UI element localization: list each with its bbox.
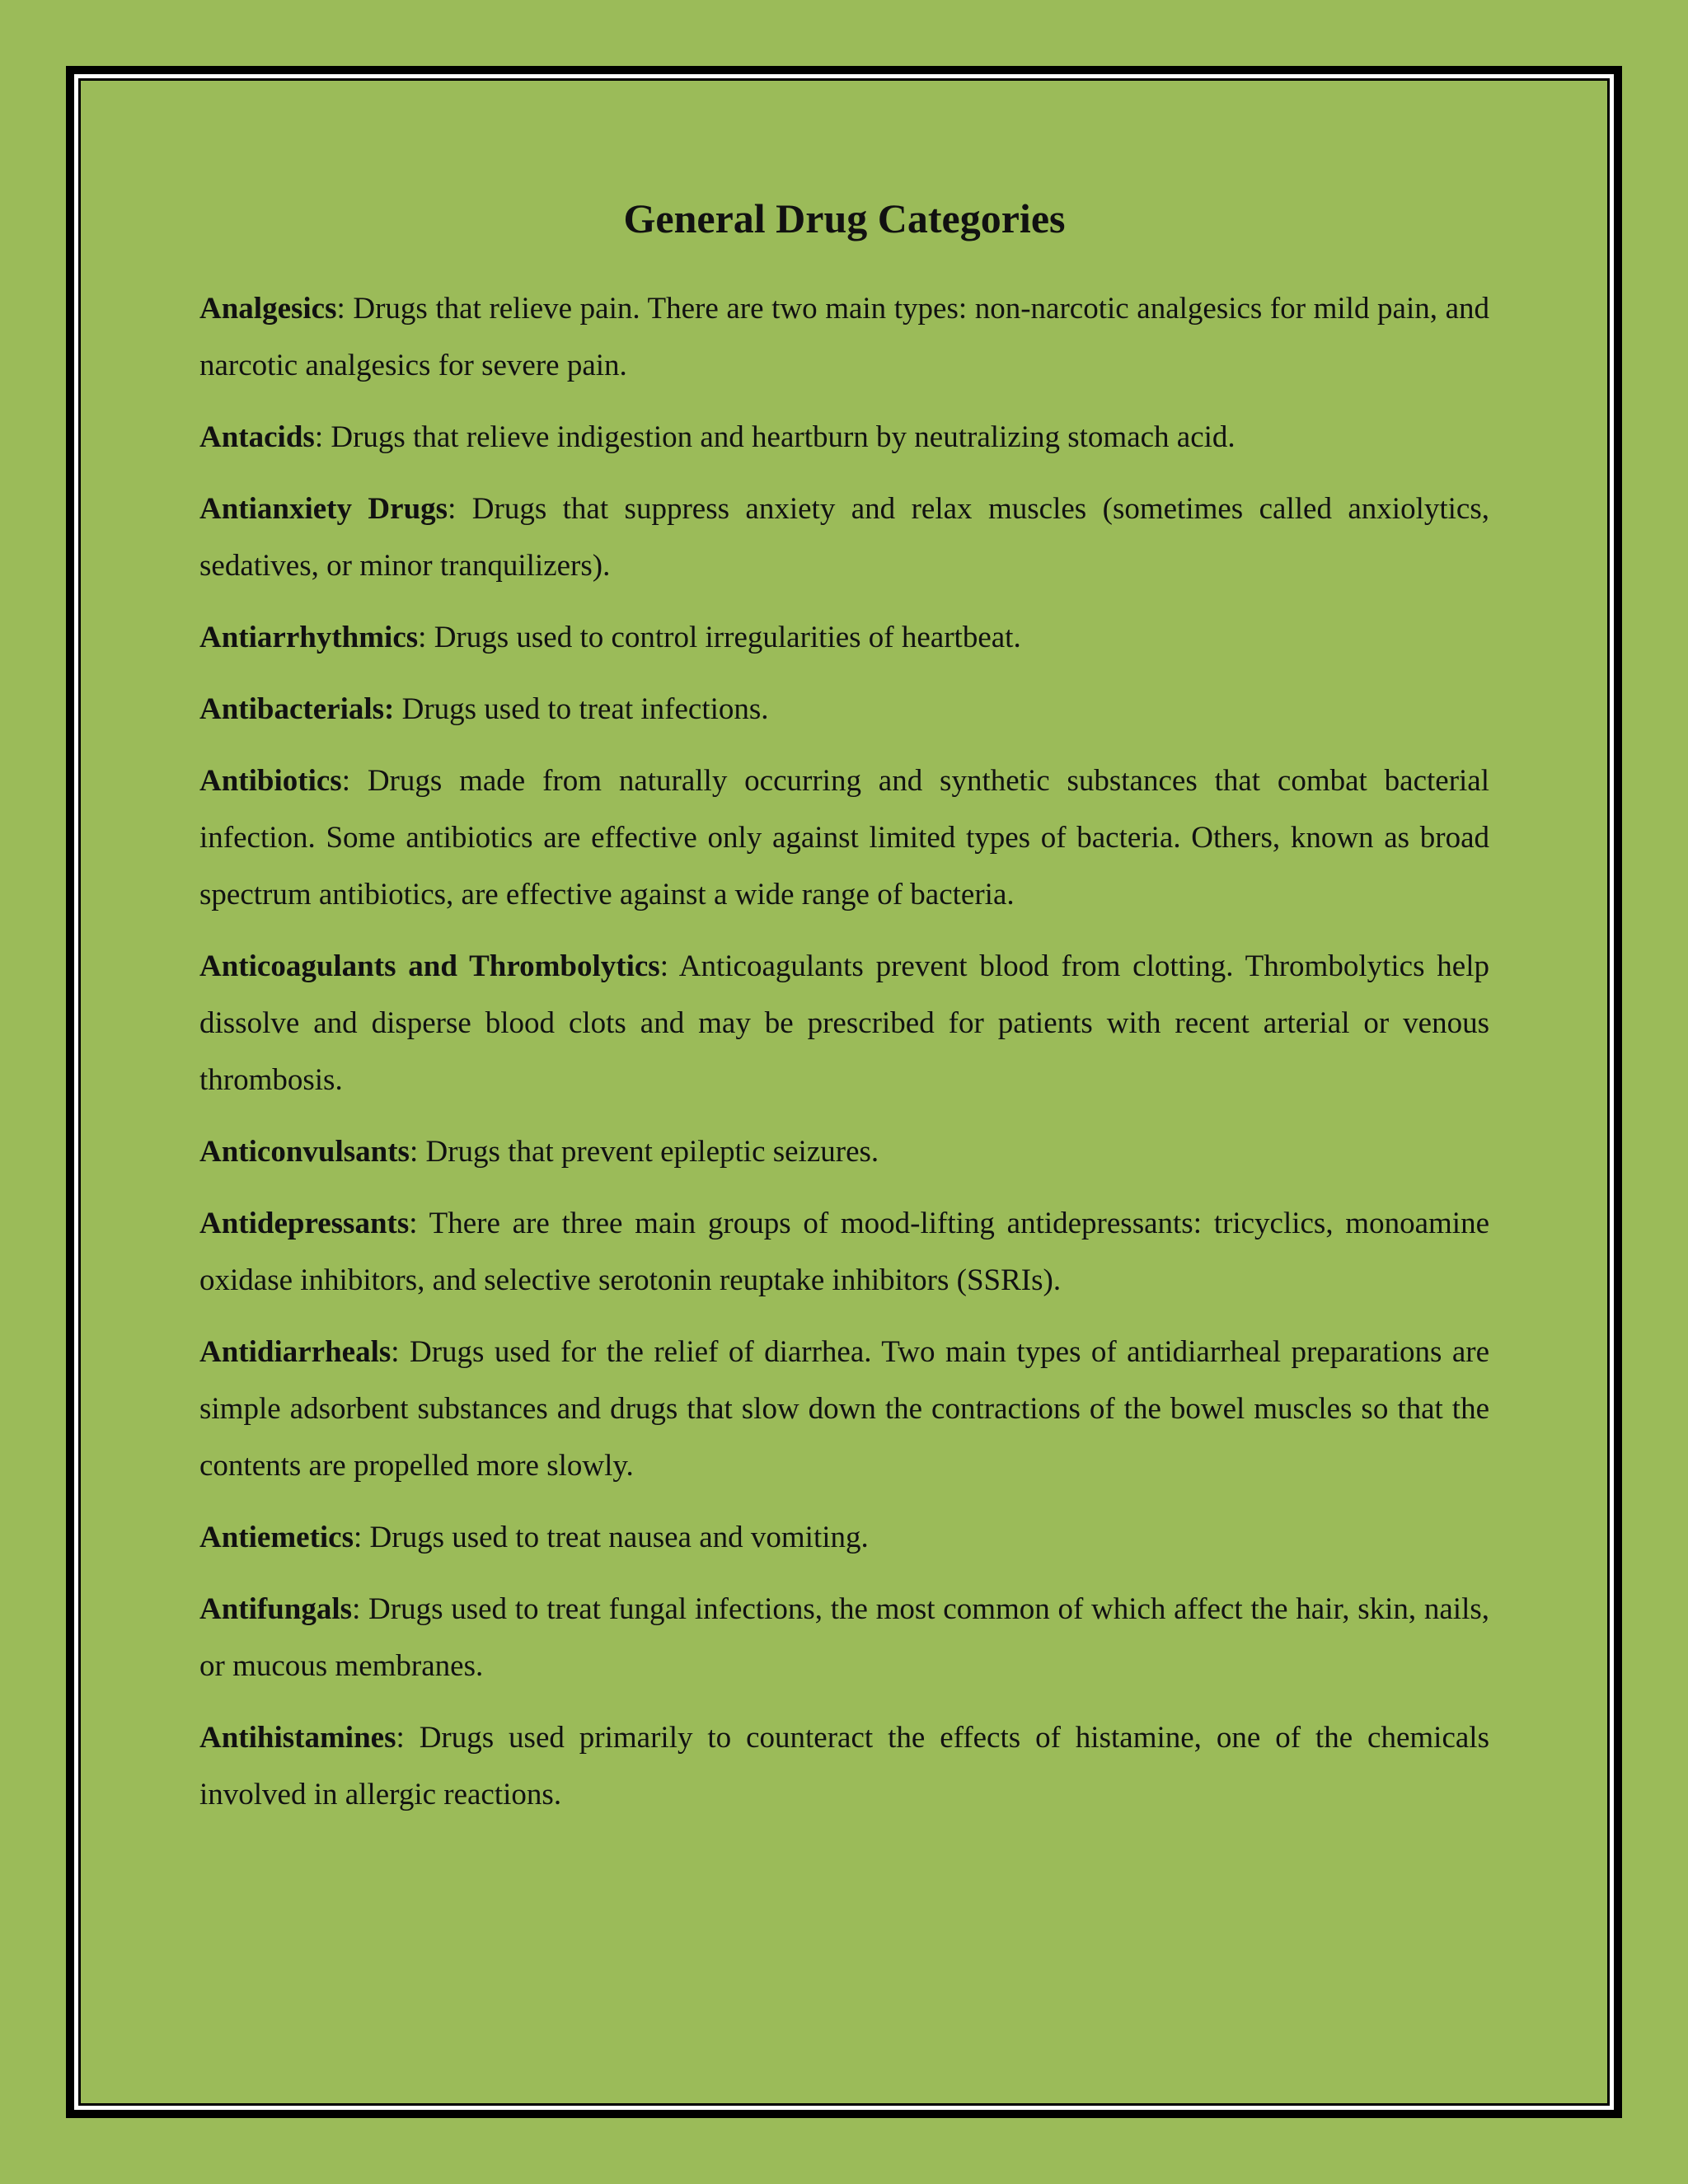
entry-term: Antiarrhythmics [199,621,419,654]
entry-definition: Drugs used to treat fungal infections, the most common of which affect the hair, skin, nails, or mucous membranes. [199,1592,1489,1683]
entry-separator: : [448,492,472,526]
entry-antibiotics [199,752,1489,923]
entry-definition: Drugs that relieve pain. There are two main types: non-narcotic analgesics for mild pain, and narcotic analgesics for severe pain. [199,292,1489,382]
entry-antihistamines [199,1709,1489,1823]
entry-separator: : [659,949,679,983]
entry-separator: : [354,1521,370,1554]
entry-term: Antianxiety Drugs [199,492,448,526]
entry-separator: : [391,1335,410,1369]
entry-antiemetics [199,1509,1489,1566]
entry-separator [394,692,401,726]
entry-antacids [199,409,1489,466]
entry-term: Antibacterials: [199,692,395,726]
document-body [199,190,1489,1838]
entry-term: Antiemetics [199,1521,354,1554]
entry-separator: : [336,292,354,326]
entry-term: Antacids [199,420,315,454]
entry-analgesics [199,280,1489,394]
entry-definition: Drugs used primarily to counteract the effects of histamine, one of the chemicals involved in allergic reactions. [199,1721,1489,1811]
entry-term: Antifungals [199,1592,353,1626]
entry-definition: Drugs made from naturally occurring and synthetic substances that combat bacterial infection. Some antibiotics are effective only against limited types of bacteria. Others, known as broad spectrum antibiotics, are effective against a wide range of bacteria. [199,764,1489,912]
entry-term: Antidepressants [199,1207,410,1240]
page-title: General Drug Categories [623,195,1066,241]
entry-definition: There are three main groups of mood-lifting antidepressants: tricyclics, monoamine oxidase inhibitors, and selective serotonin reuptake inhibitors (SSRIs). [199,1207,1489,1297]
entry-term: Analgesics [199,292,337,326]
entry-separator: : [352,1592,369,1626]
entry-anticoagulants-thrombolytics [199,938,1489,1108]
entry-separator: : [314,420,331,454]
entry-definition: Drugs that suppress anxiety and relax muscles (sometimes called anxiolytics, sedatives, or minor tranquilizers). [199,492,1490,583]
entry-antibacterials [199,681,1489,738]
entry-antidepressants [199,1195,1489,1309]
entry-anticonvulsants [199,1123,1489,1180]
entry-separator: : [418,621,434,654]
entry-separator: : [341,764,368,798]
entry-term: Anticoagulants and Thrombolytics [199,949,660,983]
entry-term: Antihistamines [199,1721,396,1755]
entry-definition: Drugs used to treat nausea and vomiting. [369,1521,869,1554]
entry-antiarrhythmics [199,609,1489,666]
entry-definition: Drugs used to control irregularities of heartbeat. [434,621,1021,654]
entry-term: Anticonvulsants [199,1135,410,1169]
entry-definition: Drugs that relieve indigestion and heartburn by neutralizing stomach acid. [331,420,1236,454]
entry-definition: Drugs used for the relief of diarrhea. Two main types of antidiarrheal preparations are simple adsorbent substances and drugs that slow down the contractions of the bowel muscles so that the contents are propelled more slowly. [199,1335,1490,1483]
entry-antianxiety-drugs [199,480,1489,594]
entry-term: Antibiotics [199,764,342,798]
entry-separator: : [409,1135,426,1169]
entry-term: Antidiarrheals [199,1335,392,1369]
entry-separator: : [396,1721,420,1755]
entry-definition: Anticoagulants prevent blood from clotting. Thrombolytics help dissolve and disperse blood clots and may be prescribed for patients with recent arterial or venous thrombosis. [199,949,1489,1097]
entry-definition: Drugs used to treat infections. [401,692,769,726]
entry-antidiarrheals [199,1324,1489,1494]
entry-antifungals [199,1581,1489,1694]
entry-definition: Drugs that prevent epileptic seizures. [425,1135,879,1169]
entry-separator: : [409,1207,429,1240]
